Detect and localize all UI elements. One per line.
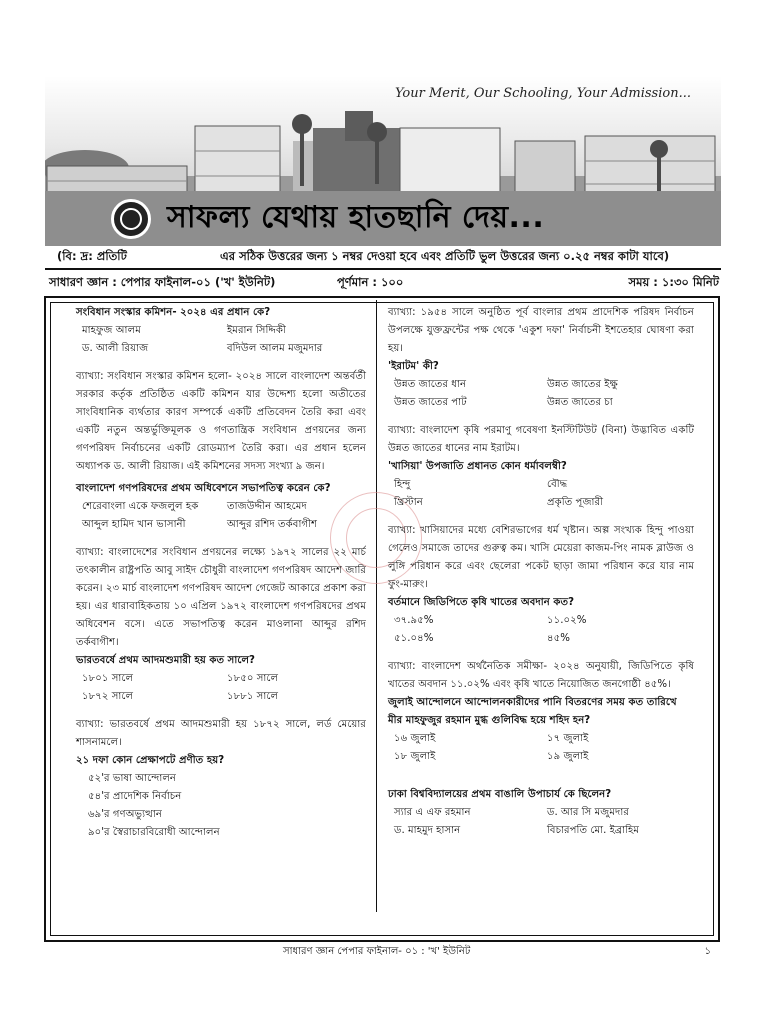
tagline: Your Merit, Our Schooling, Your Admission... [394, 86, 691, 101]
page-number: ১ [704, 946, 711, 957]
options [76, 770, 366, 842]
option[interactable]: ১৭ জুলাই [547, 733, 589, 744]
options [388, 804, 694, 840]
option[interactable]: আব্দুর রশিদ তর্কবাগীশ [227, 519, 318, 530]
header-banner [45, 76, 721, 246]
option[interactable]: মাহফুজ আলম [82, 325, 141, 336]
explanation: ব্যাখ্যা: সংবিধান সংস্কার কমিশন হলো- ২০২৪ সালে বাংলাদেশ অন্তর্বর্তী সরকার কর্তৃক প্রতিষ্ঠিত একটি কমিশন যার উদ্দেশ্য হলো অতীতের সাংবিধানিক ব্যর্থতার কারণ সম্পর্কে একটি প্রতিবেদন তৈরি করা এবং একটি নতুন অন্তর্ভুক্তিমূলক ও গণতান্ত্রিক সংবিধান প্রণয়নের জন্য গণপরিষদ নির্বাচনের একটি রোডম্যাপ তৈরি করা। এর প্রধান হলেন অধ্যাপক ড. আলী রিয়াজ। এই কমিশনের সদস্য সংখ্যা ৯ জন। [76, 371, 366, 472]
exam-time: সময় : ১:৩০ মিনিট [628, 275, 719, 289]
divider-top [45, 268, 721, 270]
options [388, 476, 694, 512]
exam-meta [45, 274, 721, 290]
question: ঢাকা বিশ্ববিদ্যালয়ের প্রথম বাঙালি উপাচার্য কে ছিলেন? [388, 789, 612, 800]
option[interactable]: ড. আলী রিয়াজ [82, 343, 149, 354]
option[interactable]: ১৮৫০ সালে [227, 673, 279, 684]
option[interactable]: তাজউদ্দীন আহমেদ [227, 501, 307, 512]
option[interactable]: প্রকৃতি পূজারী [547, 497, 604, 508]
option[interactable]: ১৮৭২ সালে [82, 691, 134, 702]
option[interactable]: বদিউল আলম মজুমদার [227, 343, 323, 354]
full-marks: পূর্ণমান : ১০০ [337, 275, 404, 289]
option[interactable]: ১৯ জুলাই [547, 751, 589, 762]
logo-icon [111, 199, 151, 239]
explanation: ব্যাখ্যা: খাসিয়াদের মধ্যে বেশিরভাগের ধর্ম খৃষ্টান। অল্প সংখ্যক হিন্দু পাওয়া গেলেও সমাজে তাদের গুরুত্ব কম। খাসি মেয়েরা কাজম-পিং নামক ব্লাউজ ও লুঙ্গি পরিধান করে এবং ছেলেরা পকেট ছাড়া জামা পরিধান করে যার নাম ফুং-মারুং। [388, 525, 694, 590]
exam-subject: সাধারণ জ্ঞান : পেপার ফাইনাল-০১ ('খ' ইউনিট) [49, 275, 276, 289]
option[interactable]: উন্নত জাতের পাট [394, 397, 467, 408]
explanation: ব্যাখ্যা: বাংলাদেশ অর্থনৈতিক সমীক্ষা- ২০২৪ অনুযায়ী, জিডিপিতে কৃষি খাতের অবদান ১১.০২% এবং কৃষি খাতে নিয়োজিত জনগোষ্ঠী ৪৫%। [388, 661, 694, 690]
question: বাংলাদেশ গণপরিষদের প্রথম অধিবেশনে সভাপতিত্ব করেন কে? [76, 483, 331, 494]
note-right: এর সঠিক উত্তরের জন্য ১ নম্বর দেওয়া হবে এবং প্রতিটি ভুল উত্তরের জন্য ০.২৫ নম্বর কাটা যাবে) [220, 249, 670, 263]
option[interactable]: শেরেবাংলা একে ফজলুল হক [82, 501, 199, 512]
options [76, 670, 366, 706]
option[interactable]: বিচারপতি মো. ইব্রাহিম [547, 825, 639, 836]
option[interactable]: ড. আর সি মজুমদার [547, 807, 629, 818]
option[interactable]: উন্নত জাতের ইক্ষু [547, 379, 618, 390]
marking-note [45, 248, 721, 266]
option[interactable]: হিন্দু [394, 479, 411, 490]
explanation: ব্যাখ্যা: ভারতবর্ষে প্রথম আদমশুমারী হয় ১৮৭২ সালে, লর্ড মেয়োর শাসনামলে। [76, 719, 366, 748]
option[interactable]: খ্রিস্টান [394, 497, 423, 508]
column-divider [376, 300, 377, 912]
question: ভারতবর্ষে প্রথম আদমশুমারী হয় কত সালে? [76, 655, 255, 666]
options [388, 730, 694, 766]
options [76, 498, 366, 534]
question: 'খাসিয়া' উপজাতি প্রধানত কোন ধর্মাবলম্বী? [388, 461, 567, 472]
explanation: ব্যাখ্যা: বাংলাদেশ কৃষি পরমাণু গবেষণা ইনস্টিটিউট (বিনা) উদ্ভাবিত একটি উন্নত জাতের ধানের নাম ইরাটম। [388, 425, 694, 454]
option[interactable]: স্যার এ এফ রহমান [394, 807, 471, 818]
option[interactable]: ৯০'র স্বৈরাচারবিরোধী আন্দোলন [88, 827, 220, 838]
explanation: ব্যাখ্যা: বাংলাদেশের সংবিধান প্রণয়নের লক্ষ্যে ১৯৭২ সালের ২২ মার্চ তৎকালীন রাষ্ট্রপতি আবু সাইদ চৌধুরী বাংলাদেশ গণপরিষদ আদেশ জারি করেন। ২৩ মার্চ বাংলাদেশ গণপরিষদ আদেশ গেজেট আকারে প্রকাশ করা হয়। এর ধারাবাহিকতায় ১০ এপ্রিল ১৯৭২ বাংলাদেশ গণপরিষদের প্রথম অধিবেশন বসে। এতে সভাপতিত্ব করেন মাওলানা আব্দুর রশিদ তর্কবাগীশ। [76, 547, 366, 648]
option[interactable]: ১৮ জুলাই [394, 751, 436, 762]
explanation: ব্যাখ্যা: ১৯৫৪ সালে অনুষ্ঠিত পূর্ব বাংলার প্রথম প্রাদেশিক পরিষদ নির্বাচন উপলক্ষে যুক্তফ্রন্টের পক্ষ থেকে 'একুশ দফা' নির্বাচনী ইশতেহার ঘোষণা করা হয়। [388, 307, 694, 354]
option[interactable]: আব্দুল হামিদ খান ভাসানী [82, 519, 186, 530]
options [76, 322, 366, 358]
note-left: (বি: দ্র: প্রতিটি [57, 249, 127, 263]
title-bar [45, 191, 721, 246]
option[interactable]: ৫১.০৪% [394, 633, 434, 644]
page-title: সাফল্য যেথায় হাতছানি দেয়... [167, 200, 545, 235]
option[interactable]: ১১.০২% [547, 615, 587, 626]
option[interactable]: বৌদ্ধ [547, 479, 568, 490]
question: ২১ দফা কোন প্রেক্ষাপটে প্রণীত হয়? [76, 755, 225, 766]
option[interactable]: ৪৫% [547, 633, 570, 644]
options [388, 612, 694, 648]
option[interactable]: ৫৪'র প্রাদেশিক নির্বাচন [88, 791, 182, 802]
option[interactable]: ৬৯'র গণঅভ্যুত্থান [88, 809, 162, 820]
page-footer [45, 944, 721, 960]
option[interactable]: ইমরান সিদ্দিকী [227, 325, 286, 336]
right-column [388, 304, 694, 840]
option[interactable]: ১৮০১ সালে [82, 673, 134, 684]
question: জুলাই আন্দোলনে আন্দোলনকারীদের পানি বিতরণের সময় কত তারিখে মীর মাহফুজুর রহমান মুগ্ধ গুলিবিদ্ধ হয়ে শহিদ হন? [388, 697, 677, 726]
option[interactable]: উন্নত জাতের ধান [394, 379, 467, 390]
question: সংবিধান সংস্কার কমিশন- ২০২৪ এর প্রধান কে? [76, 307, 271, 318]
option[interactable]: ১৬ জুলাই [394, 733, 436, 744]
question: বর্তমানে জিডিপিতে কৃষি খাতের অবদান কত? [388, 597, 575, 608]
option[interactable]: ৫২'র ভাষা আন্দোলন [88, 773, 177, 784]
options [388, 376, 694, 412]
left-column [76, 304, 366, 842]
option[interactable]: ড. মাহমুদ হাসান [394, 825, 461, 836]
option[interactable]: ১৮৮১ সালে [227, 691, 279, 702]
option[interactable]: ৩৭.৯৫% [394, 615, 434, 626]
footer-text: সাধারণ জ্ঞান পেপার ফাইনাল- ০১ : 'খ' ইউনিট [283, 946, 471, 957]
question: 'ইরাটম' কী? [388, 361, 439, 372]
option[interactable]: উন্নত জাতের চা [547, 397, 613, 408]
